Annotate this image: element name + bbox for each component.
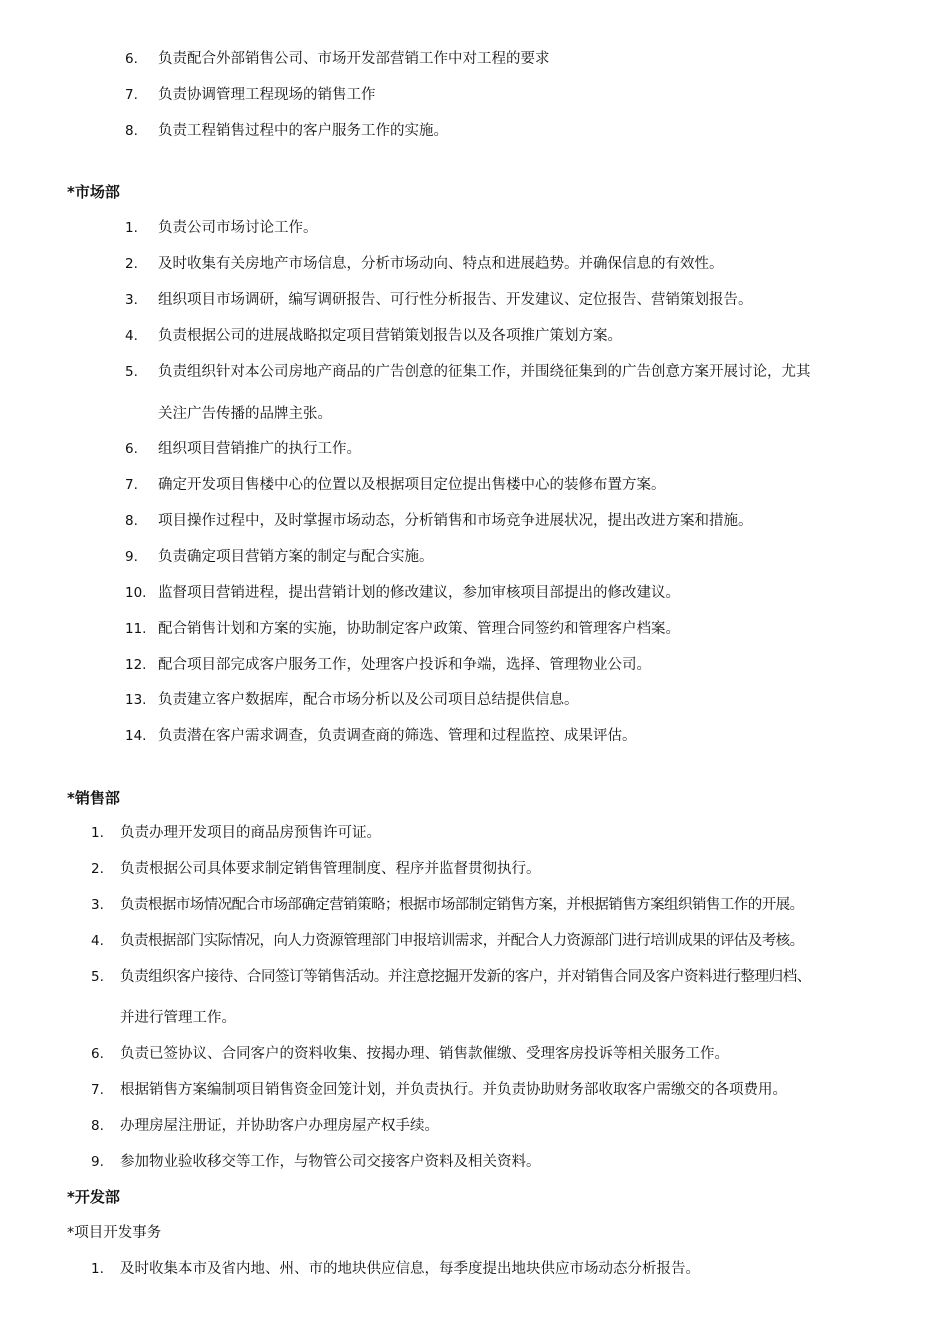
list-item: 及时收集本市及省内地、州、市的地块供应信息，每季度提出地块供应市场动态分析报告。 (120, 1261, 700, 1277)
list-item: 组织项目市场调研，编写调研报告、可行性分析报告、开发建议、定位报告、营销策划报告。 (158, 292, 753, 308)
list-item: 负责根据公司的进展战略拟定项目营销策划报告以及各项推广策划方案。 (158, 328, 622, 344)
sales-heading: *销售部 (67, 789, 120, 807)
list-number: 6. (125, 51, 138, 67)
list-number: 6. (91, 1046, 104, 1062)
list-number: 4. (125, 328, 138, 344)
list-item: 项目操作过程中，及时掌握市场动态，分析销售和市场竞争进展状况，提出改进方案和措施。 (158, 513, 753, 529)
list-number: 9. (125, 549, 138, 565)
list-item: 参加物业验收移交等工作，与物管公司交接客户资料及相关资料。 (120, 1154, 541, 1170)
list-item: 负责确定项目营销方案的制定与配合实施。 (158, 549, 434, 565)
list-item: 负责潜在客户需求调查，负责调查商的筛选、管理和过程监控、成果评估。 (158, 728, 637, 744)
list-item: 负责根据公司具体要求制定销售管理制度、程序并监督贯彻执行。 (120, 861, 541, 877)
list-item: 负责协调管理工程现场的销售工作 (158, 87, 376, 103)
list-item: 监督项目营销进程，提出营销计划的修改建议，参加审核项目部提出的修改建议。 (158, 585, 680, 601)
list-item: 负责组织客户接待、合同签订等销售活动。并注意挖掘开发新的客户，并对销售合同及客户资料进行整理归档、 (120, 969, 811, 985)
list-number: 3. (91, 897, 104, 913)
list-item: 负责组织针对本公司房地产商品的广告创意的征集工作，并围绕征集到的广告创意方案开展讨论，尤其 (158, 364, 811, 380)
list-number: 8. (125, 513, 138, 529)
list-item: 负责根据市场情况配合市场部确定营销策略；根据市场部制定销售方案，并根据销售方案组织销售工作的开展。 (120, 897, 804, 913)
list-number: 1. (91, 1261, 104, 1277)
list-number: 1. (125, 220, 138, 236)
list-number: 8. (125, 123, 138, 139)
list-number: 7. (91, 1082, 104, 1098)
list-item: 及时收集有关房地产市场信息，分析市场动向、特点和进展趋势。并确保信息的有效性。 (158, 256, 724, 272)
list-number: 7. (125, 87, 138, 103)
list-number: 3. (125, 292, 138, 308)
list-item: 负责办理开发项目的商品房预售许可证。 (120, 825, 381, 841)
list-item: 配合项目部完成客户服务工作，处理客户投诉和争端，选择、管理物业公司。 (158, 657, 651, 673)
list-number: 1. (91, 825, 104, 841)
list-item: 负责已签协议、合同客户的资料收集、按揭办理、销售款催缴、受理客房投诉等相关服务工作。 (120, 1046, 729, 1062)
list-item: 负责建立客户数据库，配合市场分析以及公司项目总结提供信息。 (158, 692, 579, 708)
list-number: 13. (125, 692, 147, 708)
list-number: 5. (125, 364, 138, 380)
list-number: 10. (125, 585, 147, 601)
list-item: 负责公司市场讨论工作。 (158, 220, 318, 236)
dev-subheading: *项目开发事务 (67, 1225, 162, 1241)
list-item: 办理房屋注册证，并协助客户办理房屋产权手续。 (120, 1118, 439, 1134)
list-number: 7. (125, 477, 138, 493)
list-number: 12. (125, 657, 147, 673)
list-number: 2. (91, 861, 104, 877)
list-item: 负责工程销售过程中的客户服务工作的实施。 (158, 123, 448, 139)
list-number: 5. (91, 969, 104, 985)
list-number: 8. (91, 1118, 104, 1134)
list-item: 组织项目营销推广的执行工作。 (158, 441, 361, 457)
list-number: 9. (91, 1154, 104, 1170)
list-number: 4. (91, 933, 104, 949)
list-item: 负责配合外部销售公司、市场开发部营销工作中对工程的要求 (158, 51, 550, 67)
list-item-continuation: 关注广告传播的品牌主张。 (158, 406, 332, 422)
dev-heading: *开发部 (67, 1188, 120, 1206)
list-item: 根据销售方案编制项目销售资金回笼计划，并负责执行。并负责协助财务部收取客户需缴交的各项费用。 (120, 1082, 787, 1098)
list-item: 负责根据部门实际情况，向人力资源管理部门申报培训需求，并配合人力资源部门进行培训成果的评估及考核。 (120, 933, 804, 949)
list-number: 11. (125, 621, 147, 637)
market-heading: *市场部 (67, 183, 120, 201)
list-number: 14. (125, 728, 147, 744)
list-item: 确定开发项目售楼中心的位置以及根据项目定位提出售楼中心的装修布置方案。 (158, 477, 666, 493)
list-number: 6. (125, 441, 138, 457)
list-number: 2. (125, 256, 138, 272)
list-item-continuation: 并进行管理工作。 (120, 1010, 236, 1026)
list-item: 配合销售计划和方案的实施，协助制定客户政策、管理合同签约和管理客户档案。 (158, 621, 680, 637)
